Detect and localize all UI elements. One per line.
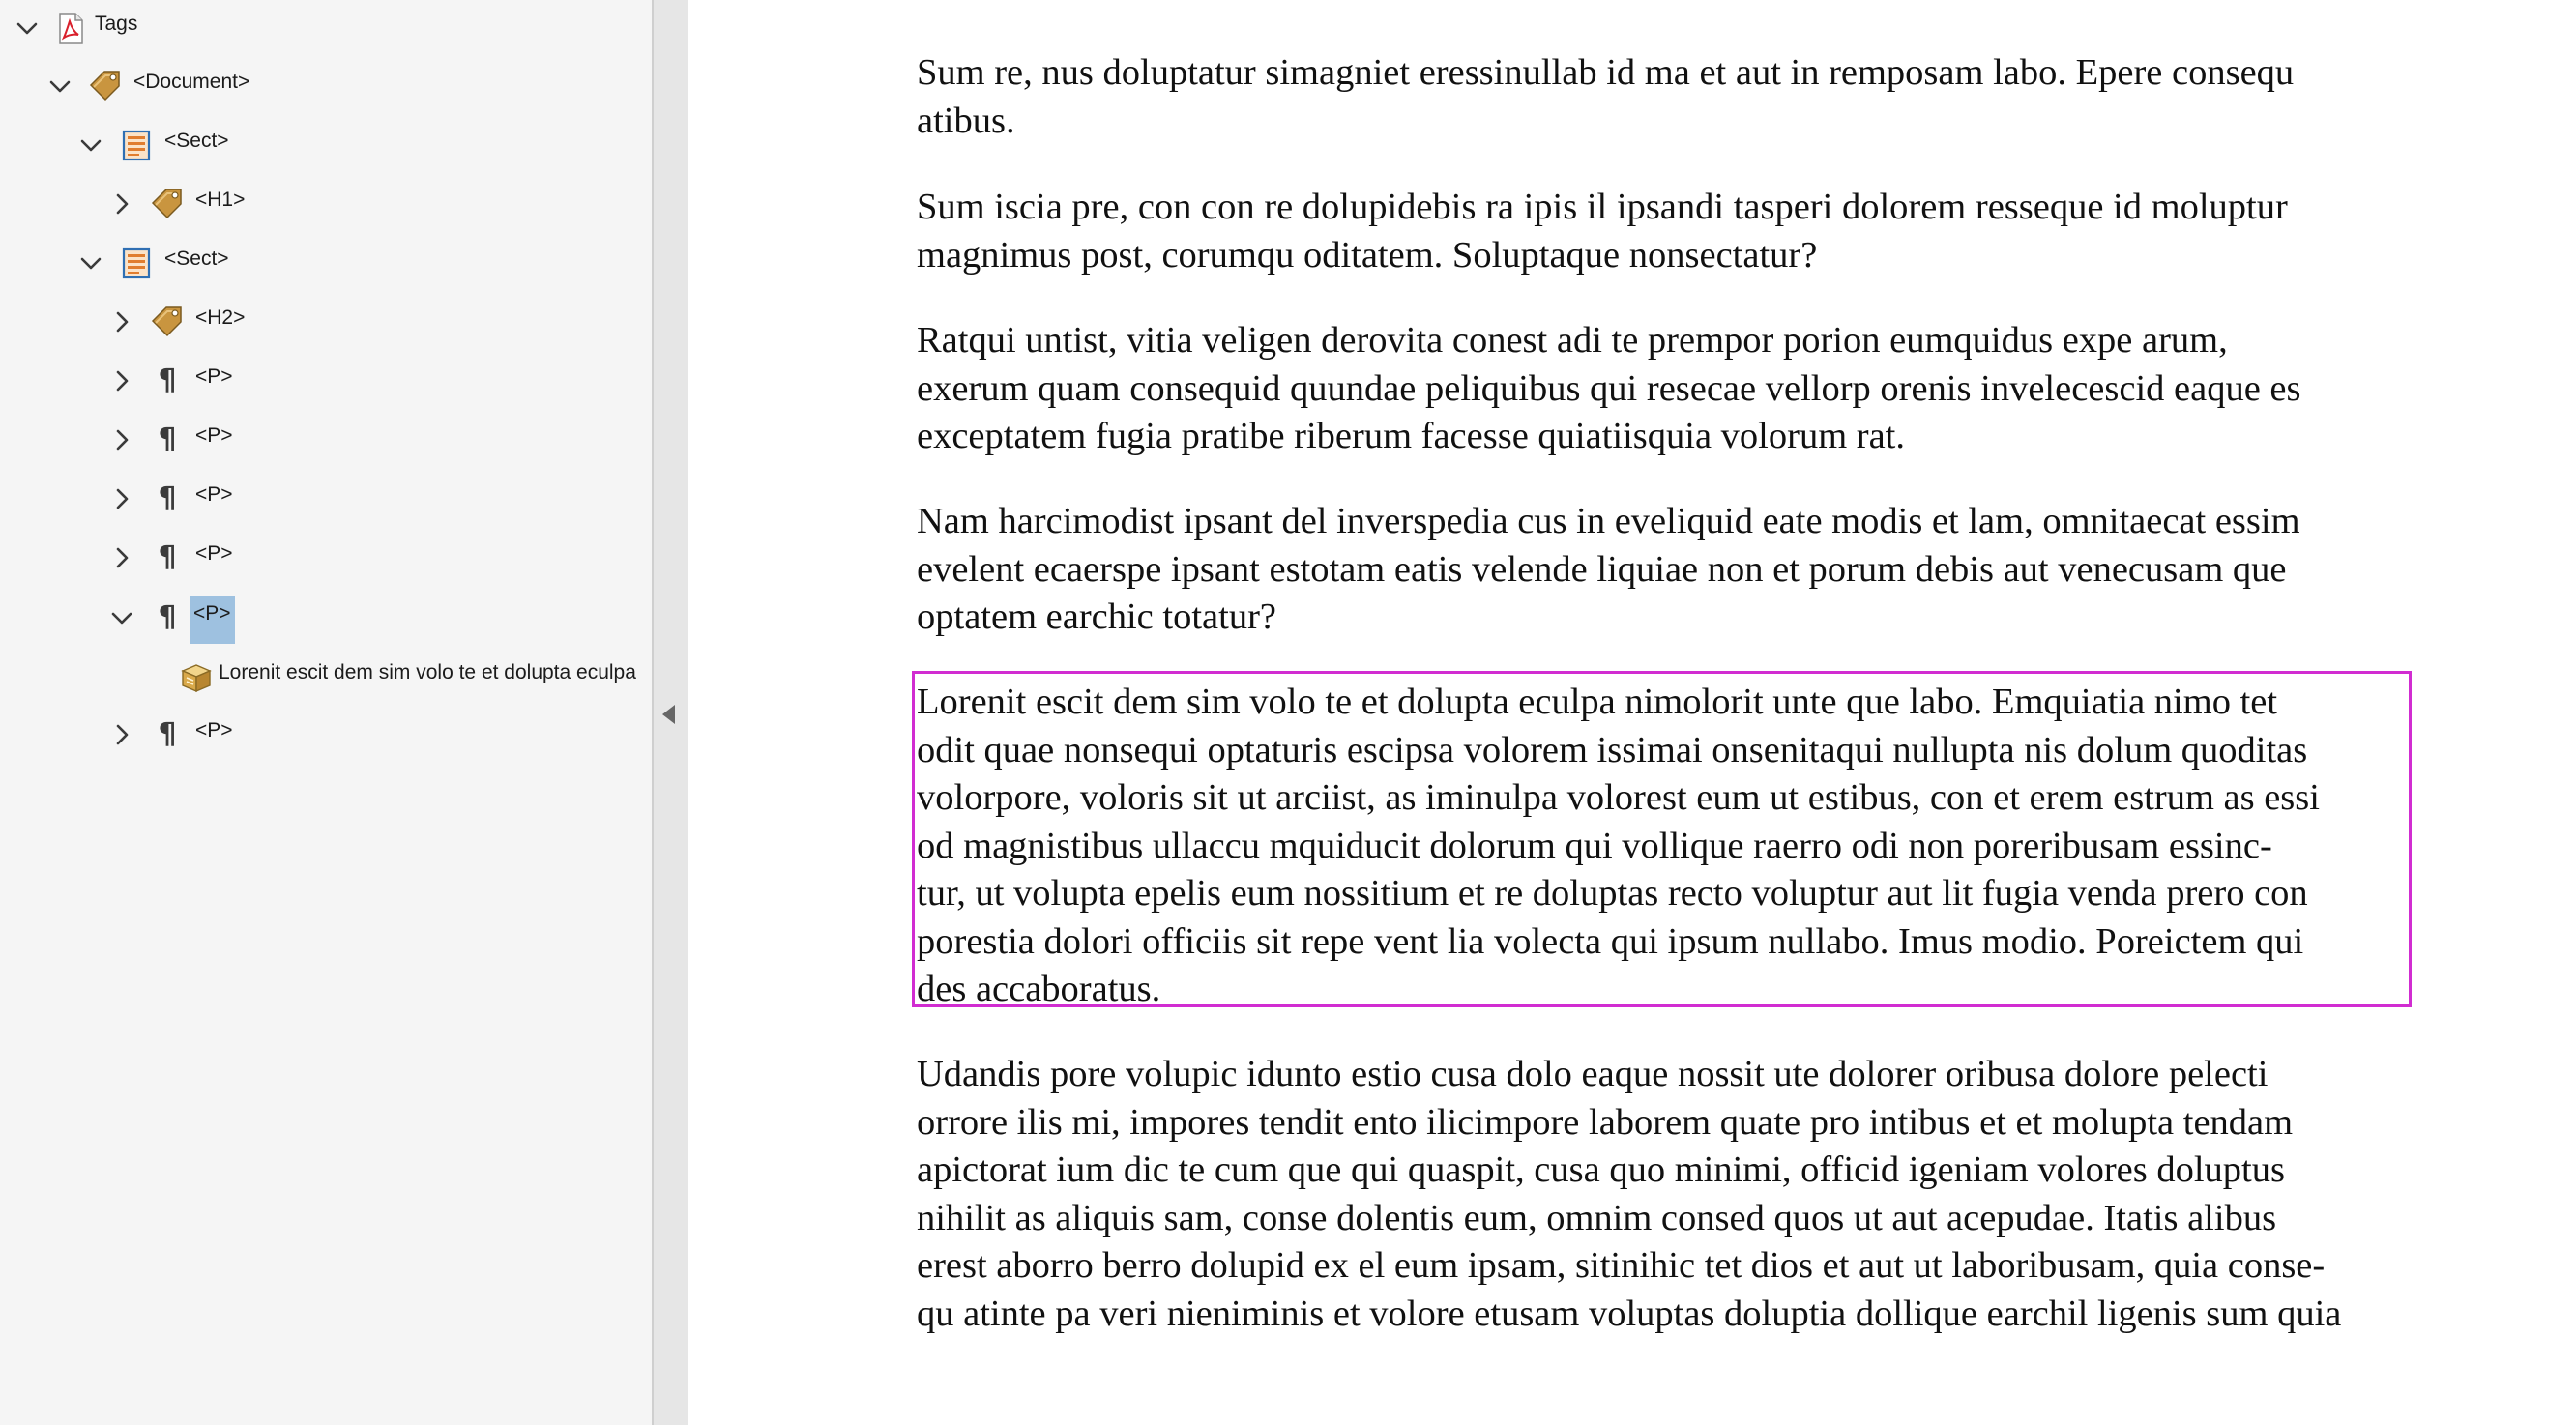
chevron-right-icon[interactable] [110,369,133,393]
document-paragraph-selected: Lorenit escit dem sim volo te et dolupta eculpa nimolorit unte que labo. Emquiatia nimo tet odit quae nonsequi optaturis escipsa volorem issimai onsenitaqui nullupta nis dolum quoditas volorpore, voloris sit ut arciist, as iminulpa volorest eum ut estibus, con et erem estrum as essi od magnistibus ullaccu mquiducit dolorum qui vollique raerro odi non poreribusam essinc- tur, ut volupta epelis eum nossitium et re doluptas recto voluptur aut lit fugia venda prero con porestia dolori officiis sit repe vent lia volecta qui ipsum nullabo. Imus modio. Poreictem qui des accaboratus. [917,682,2320,1009]
tree-item-p-selected[interactable] [110,594,652,642]
tree-item-label: <P> [195,365,233,388]
chevron-down-icon[interactable] [15,16,39,40]
tag-icon [87,68,124,104]
tree-item-p[interactable] [110,357,652,405]
tree-item-label: <Document> [133,71,250,93]
collapse-panel-icon[interactable] [662,705,675,724]
tree-item-label: <Sect> [164,130,229,152]
paragraph-icon: ¶ [158,600,177,634]
chevron-right-icon[interactable] [110,546,133,569]
chevron-right-icon[interactable] [110,192,133,216]
tree-item-tags-root[interactable] [15,4,596,52]
paragraph-icon: ¶ [158,364,177,397]
paragraph-icon: ¶ [158,422,177,456]
document-paragraph: Ratqui untist, vitia veligen derovita conest adi te prempor porion eumquidus expe arum, exerum quam consequid quundae peliquibus qui resecae vellorp orenis invelecescid eaque es exceptatem fugia pratibe riberum facesse quiatiisquia volorum rat. [917,320,2301,456]
paragraph-icon: ¶ [158,540,177,574]
panel-splitter[interactable] [654,0,688,1425]
tree-item-label: <H1> [195,189,246,211]
tree-item-label: Lorenit escit dem sim volo te et dolupta eculpa [219,661,636,683]
tags-panel [0,0,654,1425]
chevron-down-icon[interactable] [79,251,102,275]
section-icon [118,245,155,281]
document-paragraph: Sum iscia pre, con con re dolupidebis ra ipis il ipsandi tasperi dolorem resseque id moluptur magnimus post, corumqu oditatem. Soluptaque nonsectatur? [917,187,2288,276]
tree-item-p[interactable] [110,475,652,523]
tree-item-label: <H2> [195,306,246,329]
paragraph-icon: ¶ [158,717,177,751]
chevron-down-icon[interactable] [48,74,72,98]
section-icon [118,127,155,163]
chevron-right-icon[interactable] [110,310,133,334]
chevron-right-icon[interactable] [110,487,133,510]
tree-item-p[interactable] [110,534,652,582]
tree-item-content[interactable] [178,653,652,701]
tag-icon [149,304,186,340]
chevron-down-icon[interactable] [110,606,133,629]
tree-item-label: <P> [195,719,233,742]
tree-item-h1[interactable] [110,180,652,228]
chevron-right-icon[interactable] [110,723,133,746]
tree-item-label: <P> [195,542,233,565]
tree-item-label: <P> [195,483,233,506]
chevron-down-icon[interactable] [79,133,102,157]
tree-item-h2[interactable] [110,298,652,346]
document-paragraph: Sum re, nus doluptatur simagniet eressinullab id ma et aut in remposam labo. Epere consequ atibus. [917,52,2295,141]
tree-item-document[interactable] [48,62,629,110]
pdf-file-icon [52,10,89,46]
tree-item-label: <P> [190,596,235,644]
chevron-right-icon[interactable] [110,428,133,451]
paragraph-icon: ¶ [158,481,177,515]
tree-item-sect[interactable] [79,239,640,287]
tree-item-p[interactable] [110,711,652,759]
tag-icon [149,186,186,222]
tree-item-label: <P> [195,424,233,447]
document-paragraph: Udandis pore volupic idunto estio cusa dolo eaque nossit ute dolorer oribusa dolore pelecti orrore ilis mi, impores tendit ento ilicimpore laborem quate pro intibus et et molupta tendam apictorat ium dic te cum que qui quaspit, cusa quo minimi, officid igeniam volores doluptus nihilit as aliquis sam, conse dolentis eum, omnim consed quos ut aut acepudae. Itatis alibus erest aborro berro dolupid ex el eum ipsam, sitinihic tet dios et aut ut laboribusam, quia conse- qu atinte pa veri nieniminis et volore etusam voluptas doluptia dollique earchil ligenis sum quia [917,1054,2342,1334]
content-box-icon [178,658,215,695]
tree-item-label: Tags [95,13,138,35]
tree-item-sect[interactable] [79,121,640,169]
tree-item-p[interactable] [110,416,652,464]
document-paragraph: Nam harcimodist ipsant del inverspedia cus in eveliquid eate modis et lam, omnitaecat essim evelent ecaerspe ipsant estotam eatis velende liquiae non et porum debis aut venecusam que optatem earchic totatur? [917,501,2300,637]
tree-item-label: <Sect> [164,247,229,270]
